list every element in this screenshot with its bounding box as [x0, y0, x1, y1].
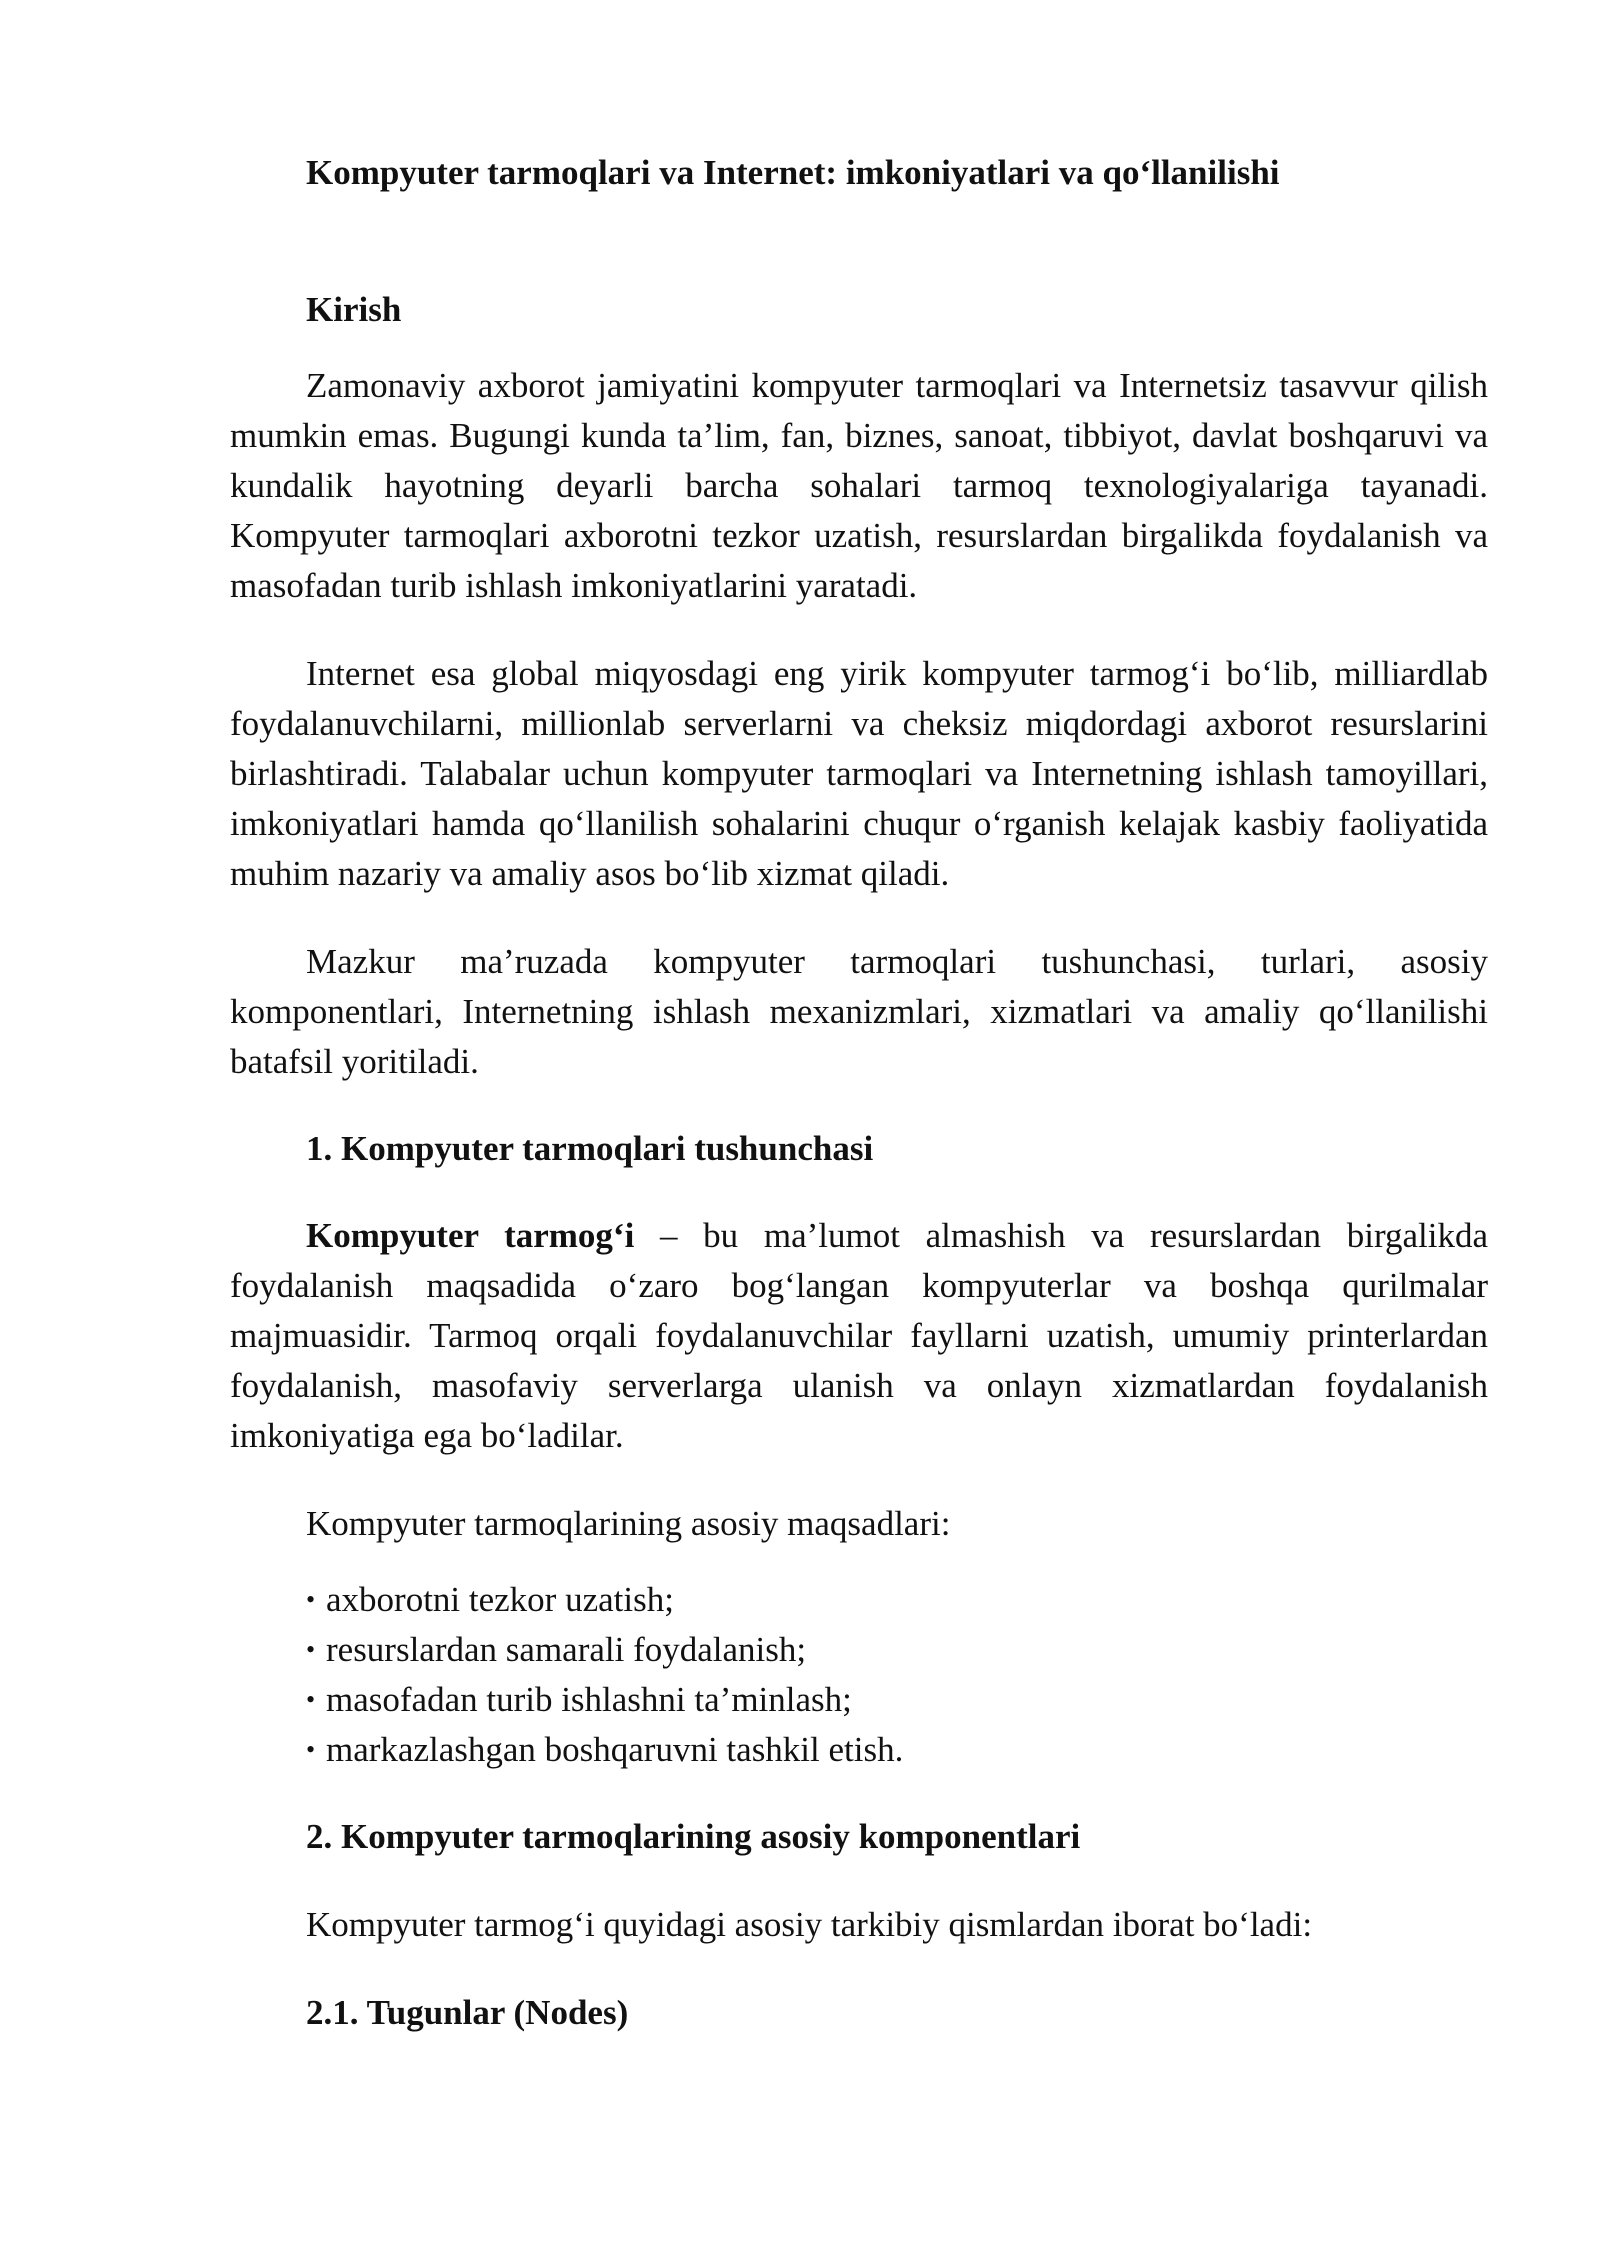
bullet-icon: • — [306, 1635, 316, 1664]
intro-paragraph-1: Zamonaviy axborot jamiyatini kompyuter tarmoqlari va Internetsiz tasavvur qilish mumkin emas. Bugungi kunda ta’lim, fan, biznes, sanoat, tibbiyot, davlat boshqaruvi va kundalik hayotning deyarli barcha sohalari tarmoq texnologiyalariga tayanadi. Kompyuter tarmoqlari axborotni tezkor uzatish, resurslardan birgalikda foydalanish va masofadan turib ishlash imkoniyatlarini yaratadi. — [230, 366, 1488, 605]
section2-intro: Kompyuter tarmog‘i quyidagi asosiy tarkibiy qismlardan iborat bo‘ladi: — [306, 1905, 1313, 1944]
intro-paragraph-3: Mazkur ma’ruzada kompyuter tarmoqlari tushunchasi, turlari, asosiy komponentlari, Internetning ishlash mexanizmlari, xizmatlari va amaliy qo‘llanilishi batafsil yoritiladi. — [230, 942, 1488, 1081]
list-item: • masofadan turib ishlashni ta’minlash; — [306, 1675, 1488, 1725]
bullet-icon: • — [306, 1735, 316, 1764]
section1-definition — [230, 1211, 1488, 1461]
intro-paragraph-2: Internet esa global miqyosdagi eng yirik kompyuter tarmog‘i bo‘lib, milliardlab foydalanuvchilarni, millionlab serverlarni va cheksiz miqdordagi axborot resurslarini birlashtiradi. Talabalar uchun kompyuter tarmoqlari va Internetning ishlash tamoyillari, imkoniyatlari hamda qo‘llanilish sohalarini chuqur o‘rganish kelajak kasbiy faoliyatida muhim nazariy va amaliy asos bo‘lib xizmat qiladi. — [230, 654, 1488, 893]
list-item: • resurslardan samarali foydalanish; — [306, 1625, 1488, 1675]
document-title: Kompyuter tarmoqlari va Internet: imkoniyatlari va qo‘llanilishi — [306, 153, 1280, 192]
definition-text: – bu ma’lumot almashish va resurslardan birgalikda foydalanish maqsadida o‘zaro bog‘langan kompyuterlar va boshqa qurilmalar majmuasidir. Tarmoq orqali foydalanuvchilar fayllarni uzatish, umumiy printerlardan foydalanish, masofaviy serverlarga ulanish va onlayn xizmatlardan foydalanish imkoniyatiga ega bo‘ladilar. — [230, 1216, 1488, 1455]
definition-term: Kompyuter tarmog‘i — [306, 1216, 635, 1255]
list-item: • markazlashgan boshqaruvni tashkil etish. — [306, 1725, 1488, 1775]
bullet-icon: • — [306, 1585, 316, 1614]
document-body — [230, 148, 1488, 2038]
section1-heading: 1. Kompyuter tarmoqlari tushunchasi — [306, 1129, 874, 1168]
intro-heading: Kirish — [306, 290, 402, 329]
section2-heading: 2. Kompyuter tarmoqlarining asosiy komponentlari — [306, 1817, 1081, 1856]
list-item: • axborotni tezkor uzatish; — [306, 1575, 1488, 1625]
goals-list — [306, 1575, 1488, 1775]
section2-subheading: 2.1. Tugunlar (Nodes) — [306, 1993, 629, 2032]
bullet-icon: • — [306, 1685, 316, 1714]
goals-intro: Kompyuter tarmoqlarining asosiy maqsadlari: — [306, 1504, 951, 1543]
